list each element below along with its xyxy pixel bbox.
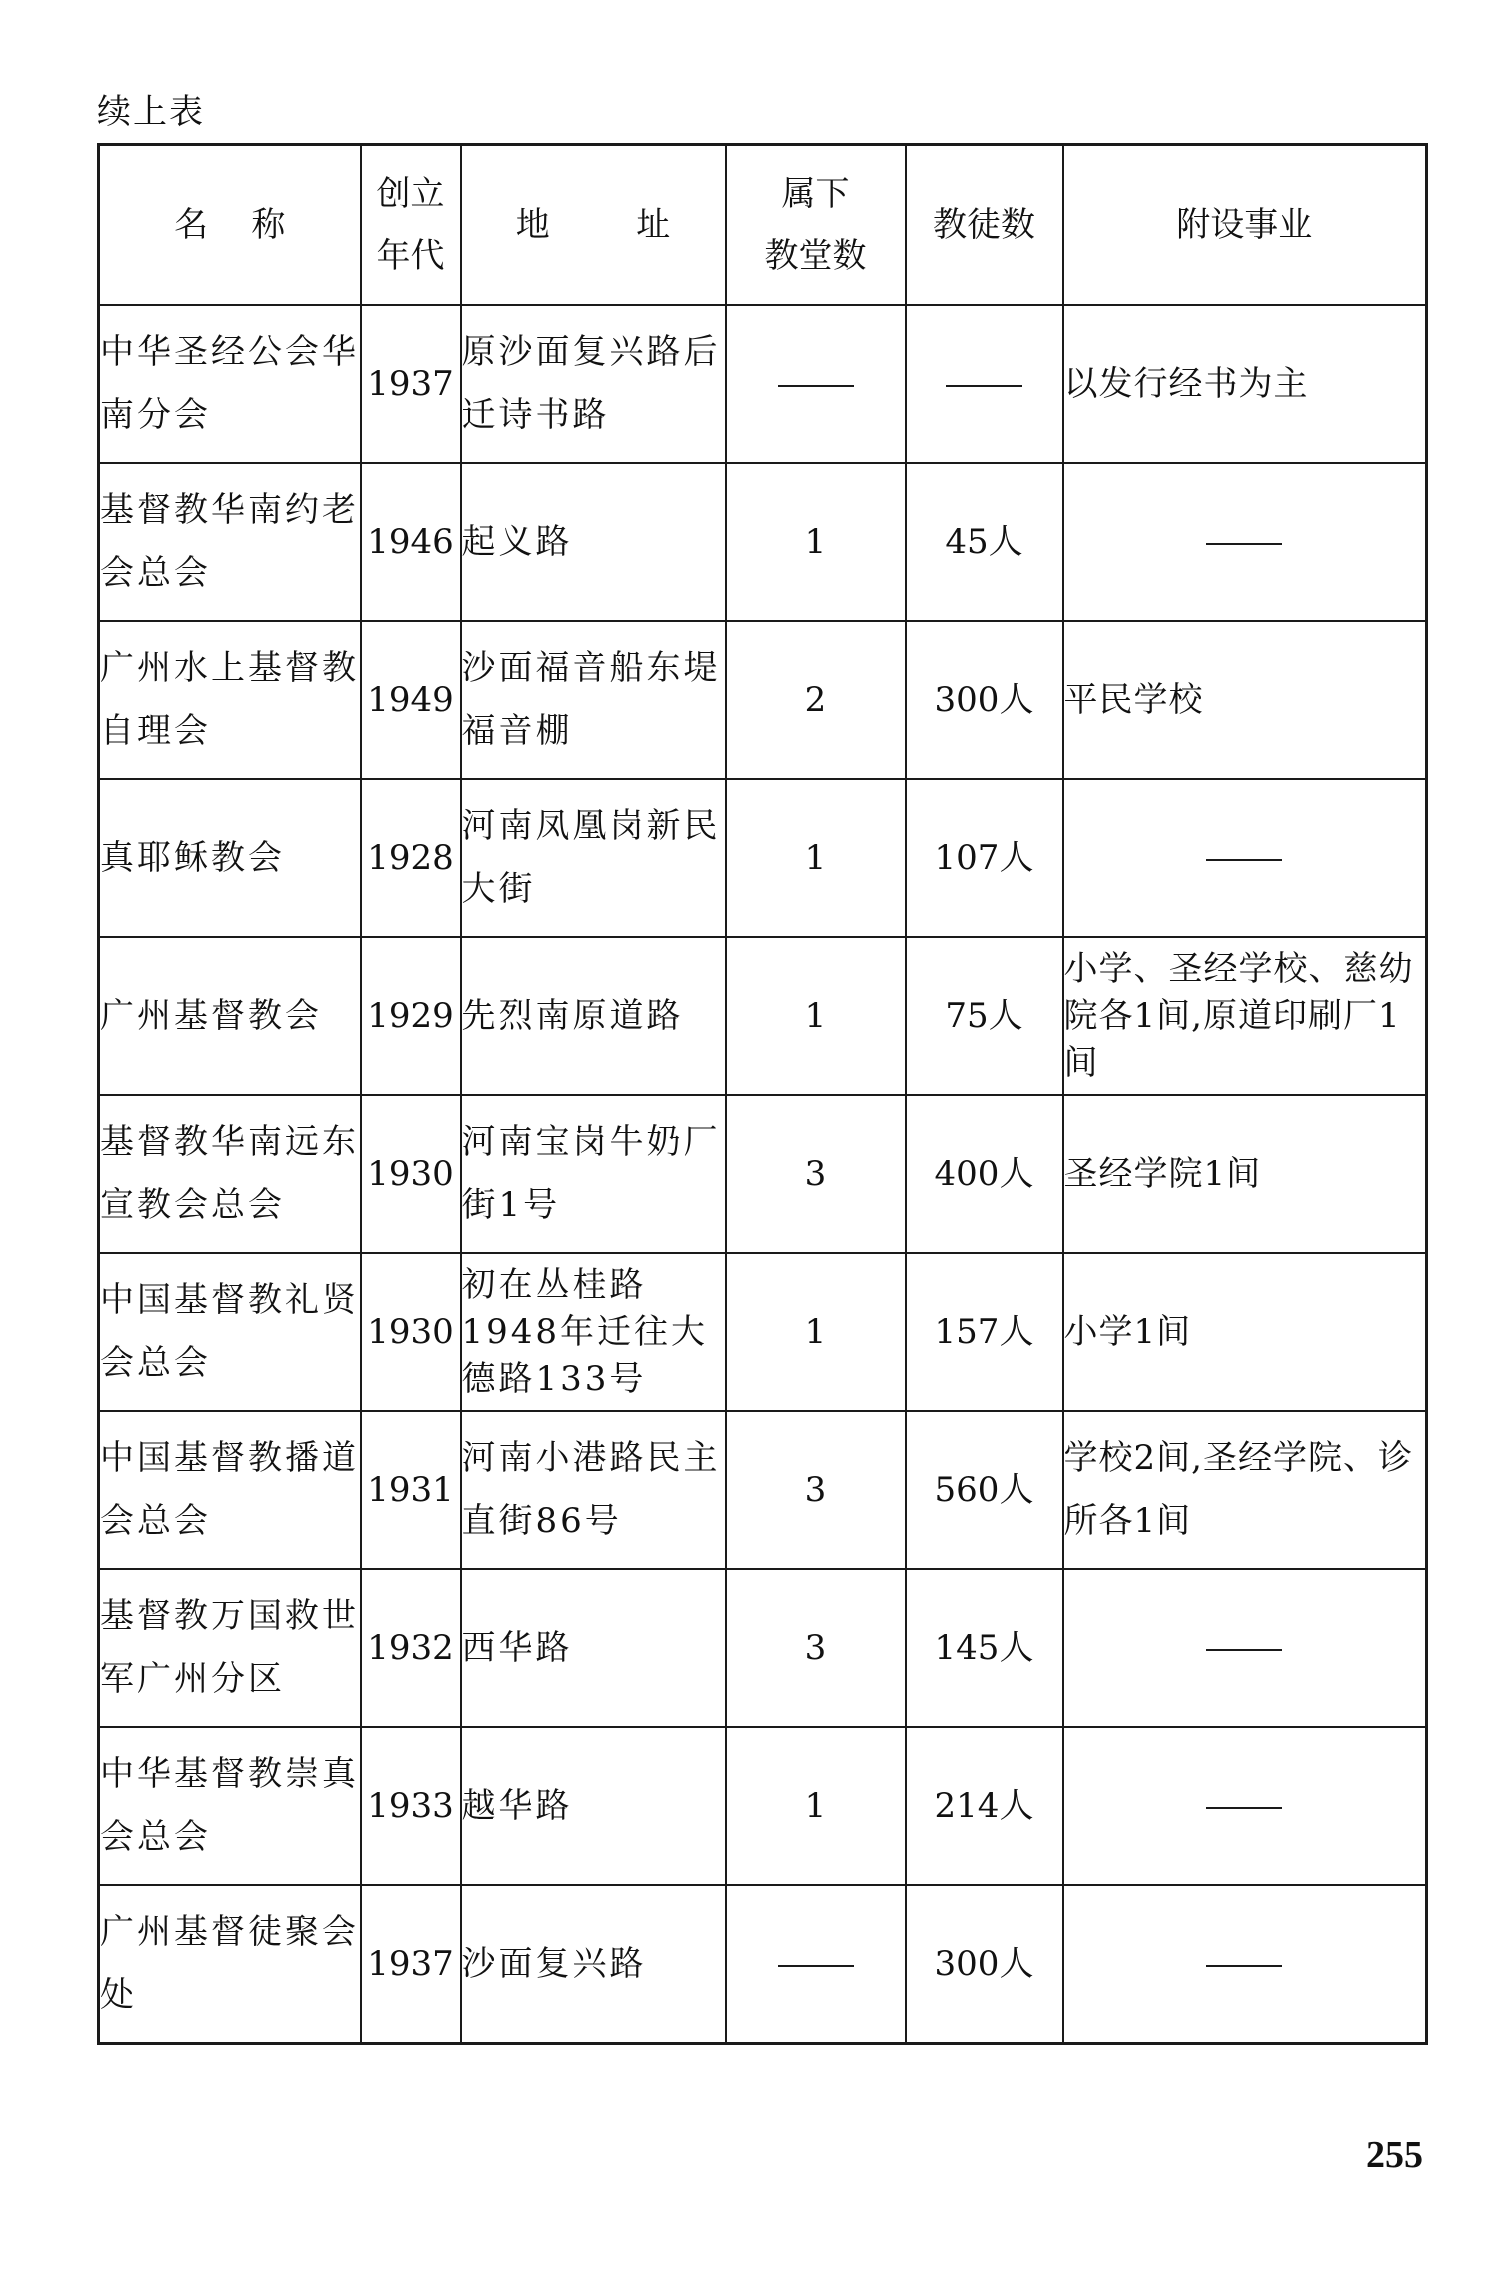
cell-name: 真耶稣教会 xyxy=(99,779,361,937)
cell-name: 广州基督徒聚会处 xyxy=(99,1885,361,2044)
table-row xyxy=(99,1253,1427,1411)
cell-founded: 1933 xyxy=(361,1727,461,1885)
cell-members: 560人 xyxy=(906,1411,1063,1569)
cell-address: 河南宝岗牛奶厂街1号 xyxy=(461,1095,726,1253)
cell-churches: 1 xyxy=(726,779,906,937)
cell-affiliated-empty xyxy=(1063,1569,1427,1727)
cell-address: 沙面福音船东堤福音棚 xyxy=(461,621,726,779)
cell-address: 河南小港路民主直街86号 xyxy=(461,1411,726,1569)
cell-churches-empty xyxy=(726,1885,906,2044)
cell-address: 河南凤凰岗新民大街 xyxy=(461,779,726,937)
table-row xyxy=(99,1411,1427,1569)
cell-churches: 3 xyxy=(726,1569,906,1727)
cell-members: 400人 xyxy=(906,1095,1063,1253)
cell-address: 西华路 xyxy=(461,1569,726,1727)
header-affiliated: 附设事业 xyxy=(1063,145,1427,306)
cell-members: 107人 xyxy=(906,779,1063,937)
cell-founded: 1937 xyxy=(361,1885,461,2044)
cell-name: 广州基督教会 xyxy=(99,937,361,1095)
cell-address: 沙面复兴路 xyxy=(461,1885,726,2044)
cell-founded: 1928 xyxy=(361,779,461,937)
dash-mark xyxy=(778,1965,854,1967)
cell-members-empty xyxy=(906,305,1063,463)
cell-address: 起义路 xyxy=(461,463,726,621)
header-name: 名 称 xyxy=(99,145,361,306)
dash-mark xyxy=(1206,1807,1282,1809)
table-row xyxy=(99,1885,1427,2044)
dash-mark xyxy=(1206,1965,1282,1967)
cell-affiliated: 小学1间 xyxy=(1063,1253,1427,1411)
cell-members: 75人 xyxy=(906,937,1063,1095)
cell-address: 先烈南原道路 xyxy=(461,937,726,1095)
cell-founded: 1932 xyxy=(361,1569,461,1727)
cell-churches: 1 xyxy=(726,937,906,1095)
header-founded: 创立 年代 xyxy=(361,145,461,306)
cell-name: 中华基督教崇真会总会 xyxy=(99,1727,361,1885)
cell-members: 157人 xyxy=(906,1253,1063,1411)
cell-affiliated: 以发行经书为主 xyxy=(1063,305,1427,463)
cell-founded: 1931 xyxy=(361,1411,461,1569)
cell-churches: 1 xyxy=(726,1253,906,1411)
dash-mark xyxy=(1206,543,1282,545)
cell-affiliated: 圣经学院1间 xyxy=(1063,1095,1427,1253)
header-row xyxy=(99,145,1427,306)
cell-name: 基督教万国救世军广州分区 xyxy=(99,1569,361,1727)
cell-churches: 1 xyxy=(726,463,906,621)
table-caption: 续上表 xyxy=(97,92,205,132)
header-churches: 属下 教堂数 xyxy=(726,145,906,306)
table-row xyxy=(99,1569,1427,1727)
cell-affiliated-empty xyxy=(1063,779,1427,937)
cell-address: 越华路 xyxy=(461,1727,726,1885)
cell-affiliated: 小学、圣经学校、慈幼院各1间,原道印刷厂1间 xyxy=(1063,937,1427,1095)
cell-name: 中华圣经公会华南分会 xyxy=(99,305,361,463)
page-number: 255 xyxy=(1366,2134,1423,2176)
dash-mark xyxy=(1206,1649,1282,1651)
cell-founded: 1937 xyxy=(361,305,461,463)
cell-members: 300人 xyxy=(906,1885,1063,2044)
cell-address: 原沙面复兴路后迁诗书路 xyxy=(461,305,726,463)
cell-name: 基督教华南约老会总会 xyxy=(99,463,361,621)
table-row xyxy=(99,779,1427,937)
cell-members: 145人 xyxy=(906,1569,1063,1727)
cell-members: 300人 xyxy=(906,621,1063,779)
header-members: 教徒数 xyxy=(906,145,1063,306)
cell-founded: 1929 xyxy=(361,937,461,1095)
header-address: 地 址 xyxy=(461,145,726,306)
cell-churches: 1 xyxy=(726,1727,906,1885)
cell-churches: 3 xyxy=(726,1095,906,1253)
cell-affiliated-empty xyxy=(1063,463,1427,621)
cell-founded: 1946 xyxy=(361,463,461,621)
church-table xyxy=(97,143,1428,2045)
dash-mark xyxy=(1206,859,1282,861)
table-row xyxy=(99,937,1427,1095)
table-row xyxy=(99,1095,1427,1253)
cell-name: 中国基督教礼贤会总会 xyxy=(99,1253,361,1411)
table-row xyxy=(99,621,1427,779)
cell-churches: 2 xyxy=(726,621,906,779)
cell-affiliated-empty xyxy=(1063,1727,1427,1885)
dash-mark xyxy=(946,385,1022,387)
table-row xyxy=(99,305,1427,463)
cell-name: 中国基督教播道会总会 xyxy=(99,1411,361,1569)
cell-name: 基督教华南远东宣教会总会 xyxy=(99,1095,361,1253)
dash-mark xyxy=(778,385,854,387)
cell-name: 广州水上基督教自理会 xyxy=(99,621,361,779)
cell-founded: 1930 xyxy=(361,1253,461,1411)
cell-affiliated: 平民学校 xyxy=(1063,621,1427,779)
cell-affiliated: 学校2间,圣经学院、诊所各1间 xyxy=(1063,1411,1427,1569)
cell-churches-empty xyxy=(726,305,906,463)
cell-founded: 1930 xyxy=(361,1095,461,1253)
cell-address: 初在丛桂路1948年迁往大德路133号 xyxy=(461,1253,726,1411)
cell-affiliated-empty xyxy=(1063,1885,1427,2044)
cell-members: 45人 xyxy=(906,463,1063,621)
cell-founded: 1949 xyxy=(361,621,461,779)
table-row xyxy=(99,1727,1427,1885)
cell-members: 214人 xyxy=(906,1727,1063,1885)
table-row xyxy=(99,463,1427,621)
cell-churches: 3 xyxy=(726,1411,906,1569)
